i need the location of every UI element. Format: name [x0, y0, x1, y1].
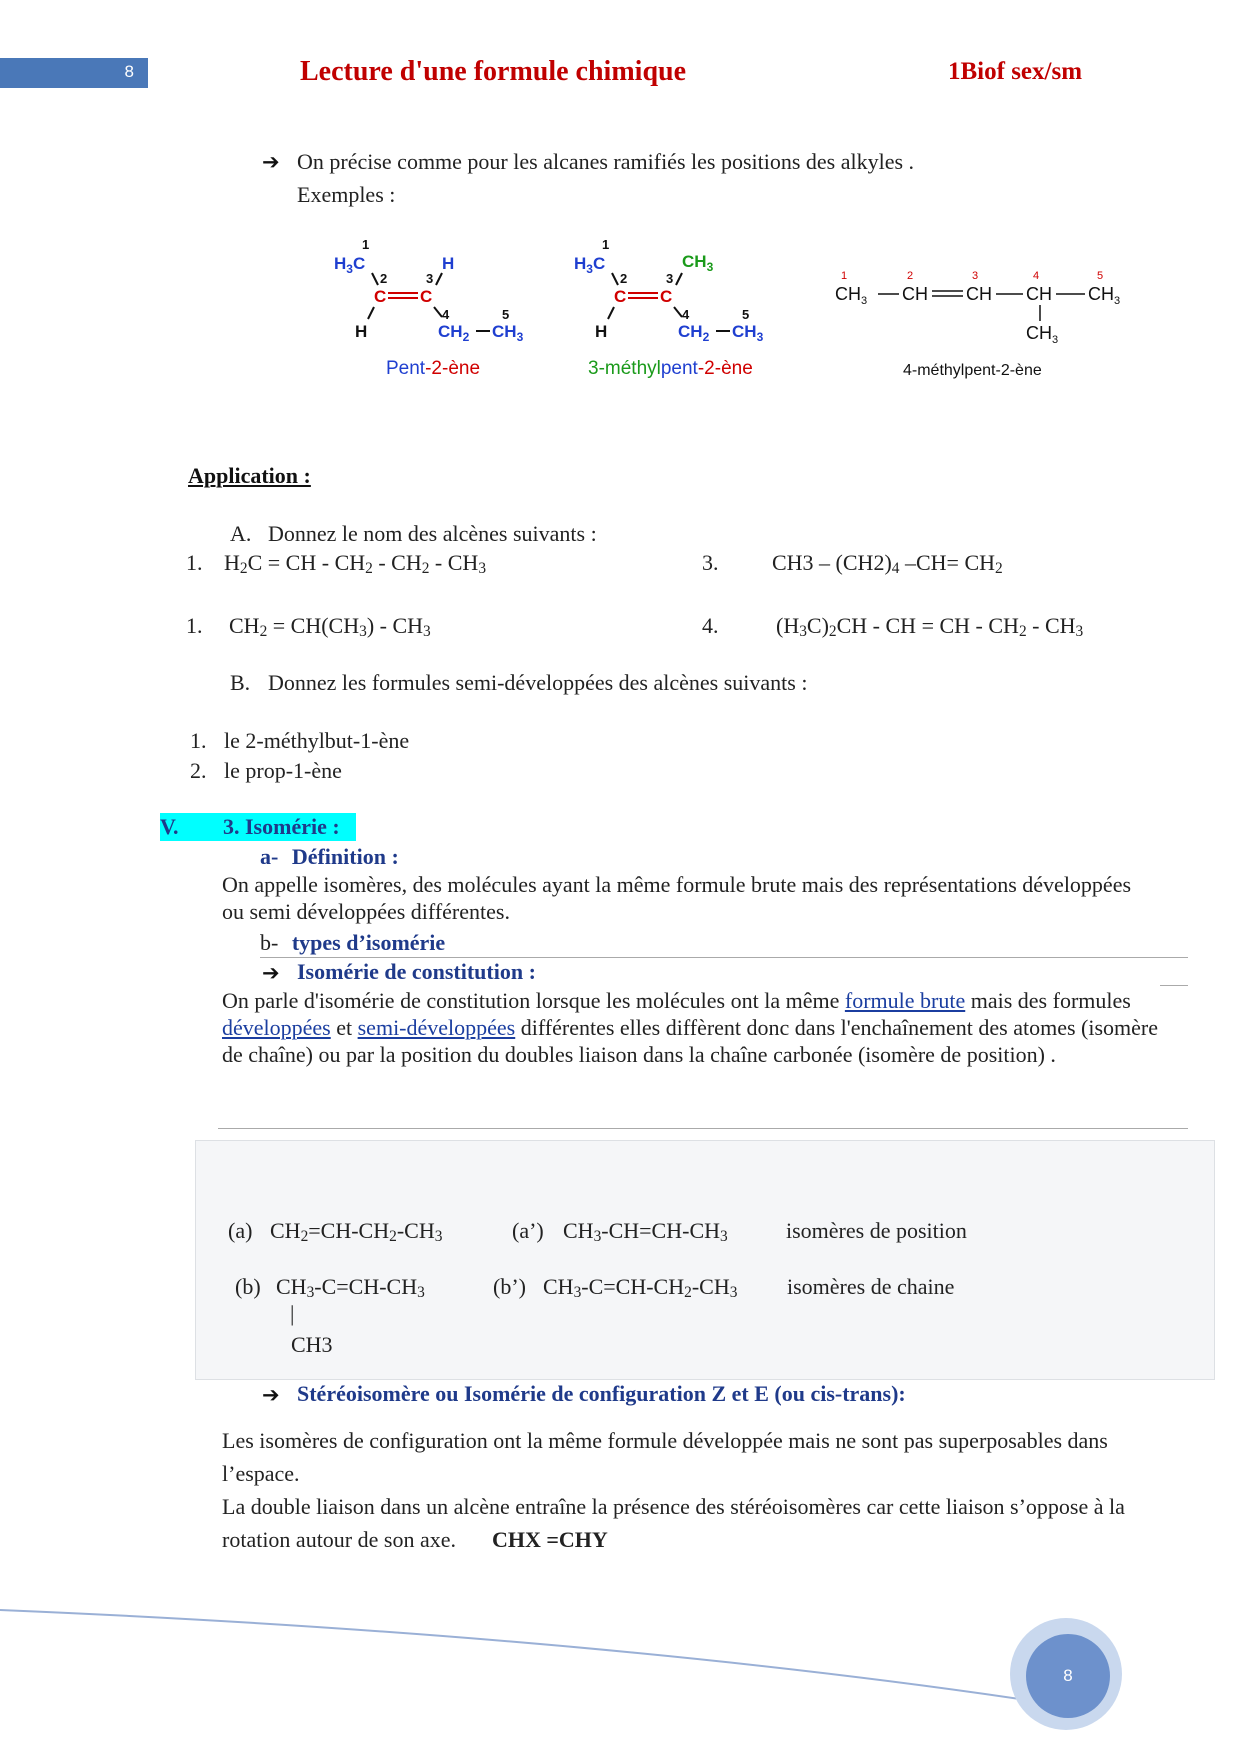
svg-text:H: H: [442, 254, 455, 273]
svg-text:CH: CH: [966, 284, 992, 304]
link-semi-developpees[interactable]: semi-développées: [357, 1015, 516, 1040]
svg-text:CH3: $CH_3$: [682, 252, 714, 274]
svg-text:2: 2: [907, 270, 914, 282]
part-a-label: A.: [230, 521, 252, 546]
branch-bond: |: [290, 1301, 295, 1326]
formula-a4: $(H_3C)_2CH$ - CH = CH - $CH_2 - CH_3$: [776, 613, 1084, 640]
section-heading: [160, 813, 356, 841]
molecule-4-methylpent-2-ene: [835, 265, 1155, 385]
svg-text:H3C: $H_3C$: [574, 254, 606, 276]
svg-text:4: 4: [682, 307, 690, 322]
item-number: 1.: [186, 550, 203, 575]
svg-text:5: 5: [1097, 270, 1104, 282]
stereo-heading: Stéréoisomère ou Isomérie de configuration Z et E (ou cis-trans):: [297, 1381, 906, 1406]
formula-a2: $CH_2 = CH(CH_3) - CH_3$: [229, 613, 431, 640]
molecule-name: [588, 358, 753, 380]
intro-text: On précise comme pour les alcanes ramifiés les positions des alkyles .: [297, 149, 915, 174]
example-formula: $CH_3-CH=CH-CH_3$: [563, 1218, 728, 1245]
examples-label: Exemples :: [297, 182, 396, 207]
svg-text:1: 1: [362, 237, 370, 252]
name-part-root: Pent: [386, 358, 426, 379]
svg-text:H3C: $H_3C$: [334, 254, 366, 276]
molecule-pent-2-ene: [330, 235, 560, 385]
part-b-item: le 2-méthylbut-1-ène: [224, 728, 410, 753]
branch-methyl: CH3: [291, 1332, 333, 1357]
item-number: 2.: [190, 758, 207, 783]
constitution-heading: Isomérie de constitution :: [297, 959, 536, 984]
item-number: 3.: [702, 550, 719, 575]
part-b-item: le prop-1-ène: [224, 758, 342, 783]
name-part-suffix: -2-ène: [425, 358, 481, 379]
divider: [218, 1128, 1188, 1129]
example-formula: $CH_3-C=CH-CH_3$: [276, 1274, 425, 1301]
svg-text:1: 1: [602, 237, 610, 252]
example-label: (b): [235, 1274, 261, 1299]
svg-text:CH3: $CH_3$: [492, 322, 524, 344]
part-a-instruction: Donnez le nom des alcènes suivants :: [268, 521, 597, 546]
example-label: (b’): [493, 1274, 526, 1299]
link-formule-brute[interactable]: formule brute: [844, 988, 966, 1013]
3-methylpent-2-ene-structure: [570, 235, 800, 345]
svg-text:CH3: $CH_3$: [732, 322, 764, 344]
formula-a1: $H_2C$ = CH - $CH_2 - CH_2 - CH_3$: [224, 550, 487, 577]
4-methylpent-2-ene-structure: [835, 265, 1155, 355]
types-title: types d’isomérie: [291, 930, 446, 955]
item-number: 1.: [186, 613, 203, 638]
svg-text:4: 4: [442, 307, 450, 322]
name-part-substituent: 3-méthyl: [588, 358, 661, 379]
example-label: (a): [228, 1218, 253, 1243]
example-formula: $CH_3-C=CH-CH_2-CH_3$: [543, 1274, 738, 1301]
definition-title: Définition :: [291, 844, 399, 869]
svg-text:H: H: [355, 322, 368, 341]
example-type: isomères de position: [786, 1218, 967, 1243]
definition-heading: [260, 843, 399, 870]
svg-text:2: 2: [380, 271, 388, 286]
svg-text:CH: CH: [1026, 284, 1052, 304]
example-label: (a’): [512, 1218, 544, 1243]
section-roman: V.: [160, 814, 179, 839]
svg-text:CH2: $CH_2$: [678, 322, 710, 344]
example-type: isomères de chaine: [787, 1274, 955, 1299]
arrow-icon: ➔: [262, 150, 280, 174]
stereo-paragraph-1: Les isomères de configuration ont la même formule développée mais ne sont pas superposables dans l’espace.: [222, 1428, 1108, 1486]
definition-text: On appelle isomères, des molécules ayant la même formule brute mais des représentations développées ou semi développées différentes.: [222, 872, 1132, 924]
molecule-name: 4-méthylpent-2-ène: [903, 362, 1042, 379]
molecule-name: [386, 358, 480, 380]
svg-text:CH2: $CH_2$: [438, 322, 470, 344]
item-number: 4.: [702, 613, 719, 638]
svg-text:CH3: $CH_3$: [1026, 323, 1059, 346]
divider: [1160, 985, 1188, 986]
svg-text:C: C: [420, 287, 433, 306]
part-b-label: B.: [230, 670, 251, 695]
svg-text:C: C: [614, 287, 627, 306]
svg-text:C: C: [660, 287, 673, 306]
svg-text:3: 3: [972, 270, 979, 282]
svg-text:5: 5: [502, 307, 510, 322]
footer-page-number: 8: [1026, 1634, 1110, 1718]
svg-text:CH3: $CH_3$: [1088, 284, 1121, 307]
isomer-examples-box: [195, 1140, 1215, 1380]
page-number-tab: 8: [0, 58, 148, 88]
formula-a3: $CH3 - (CH2)_4$ $-CH= CH_2$: [772, 550, 1003, 577]
svg-text:CH: CH: [902, 284, 928, 304]
name-part-suffix: -2-ène: [697, 358, 753, 379]
class-label: 1Biof sex/sm: [948, 58, 1083, 85]
pent-2-ene-structure: [330, 235, 560, 345]
constitution-text: On parle d'isomérie de constitution lorsque les molécules ont la même formule brute mais des formules développées et semi-développées différentes elles diffèrent donc dans l'enchaînement des atomes (isomère de chaîne) ou par la position du doubles liaison dans la chaîne carbonée (isomère de position) .: [222, 988, 1158, 1067]
application-heading: Application :: [188, 463, 311, 488]
svg-text:3: 3: [666, 271, 674, 286]
svg-text:4: 4: [1033, 270, 1040, 282]
document-title: Lecture d'une formule chimique: [300, 56, 687, 87]
svg-text:5: 5: [742, 307, 750, 322]
example-formula: $CH_2=CH-CH_2-CH_3$: [270, 1218, 443, 1245]
link-developpees[interactable]: développées: [222, 1015, 331, 1040]
svg-text:CH3: $CH_3$: [835, 284, 868, 307]
svg-text:C: C: [374, 287, 387, 306]
types-label: b-: [260, 930, 279, 955]
svg-text:1: 1: [841, 270, 848, 282]
arrow-icon: ➔: [262, 961, 280, 985]
types-heading: [260, 929, 445, 956]
section-title: 3. Isomérie :: [223, 814, 340, 839]
stereo-paragraph-2: La double liaison dans un alcène entraîne la présence des stéréoisomères car cette liaison s’oppose à la rotation autour de son axe. CHX =CHY: [222, 1494, 1125, 1552]
name-part-root: pent: [660, 358, 698, 379]
svg-text:2: 2: [620, 271, 628, 286]
item-number: 1.: [190, 728, 207, 753]
stereo-formula: CHX =CHY: [492, 1527, 608, 1552]
arrow-icon: ➔: [262, 1383, 280, 1407]
svg-text:H: H: [595, 322, 608, 341]
molecule-3-methylpent-2-ene: [570, 235, 820, 385]
svg-text:3: 3: [426, 271, 434, 286]
definition-label: a-: [260, 844, 279, 869]
part-b-instruction: Donnez les formules semi-développées des alcènes suivants :: [268, 670, 808, 695]
